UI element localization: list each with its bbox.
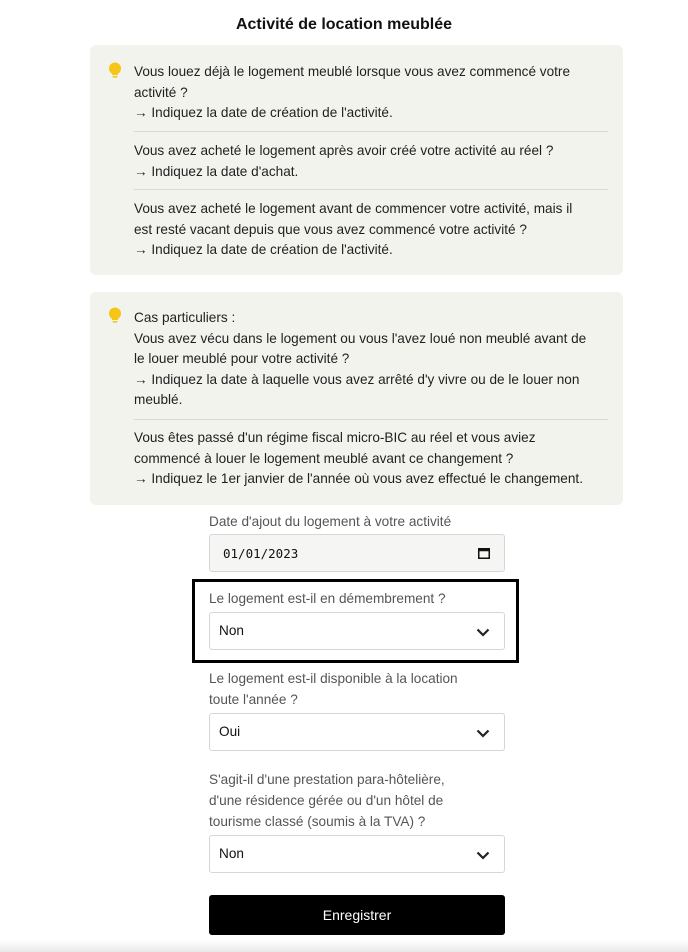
lightbulb-icon xyxy=(108,62,122,80)
tip-segment xyxy=(134,141,608,182)
para-hoteliere-label-line: S'agit-il d'une prestation para-hôtelière, xyxy=(209,772,445,787)
date-input-value: 01/01/2023 xyxy=(223,546,299,561)
save-button[interactable]: Enregistrer xyxy=(209,895,505,935)
chevron-down-icon xyxy=(476,628,490,637)
page-bottom-edge xyxy=(0,940,688,952)
tip-text: est resté vacant depuis que vous avez commencé votre activité ? xyxy=(134,221,527,237)
tip-text: → Indiquez la date de création de l'activité. xyxy=(134,105,393,120)
tip-segment xyxy=(134,199,608,261)
tip-text: Vous louez déjà le logement meublé lorsque vous avez commencé votre xyxy=(134,64,571,79)
para-hoteliere-label-line: tourisme classé (soumis à la TVA) ? xyxy=(209,814,426,829)
tip-text: → Indiquez la date d'achat. xyxy=(134,163,299,179)
divider xyxy=(134,131,608,132)
chevron-down-icon xyxy=(476,851,490,860)
tip-segment xyxy=(134,62,608,124)
tip-text: meublé. xyxy=(134,392,183,407)
tip-text: → Indiquez la date de création de l'activité. xyxy=(134,242,393,257)
tip-segment xyxy=(134,428,608,490)
disponible-select[interactable] xyxy=(209,713,505,751)
tip-text: Vous avez vécu dans le logement ou vous l'avez loué non meublé avant de xyxy=(134,330,587,346)
calendar-icon[interactable] xyxy=(478,547,490,559)
tip-text: Vous êtes passé d'un régime fiscal micro-BIC au réel et vous aviez xyxy=(134,430,536,445)
disponible-label xyxy=(209,668,505,710)
lightbulb-icon xyxy=(108,307,122,325)
chevron-down-icon xyxy=(476,729,490,738)
page-title: Activité de location meublée xyxy=(235,16,453,33)
tip-text: le louer meublé pour votre activité ? xyxy=(134,351,350,366)
para-hoteliere-select[interactable] xyxy=(209,835,505,873)
info-box-special-cases xyxy=(90,292,623,505)
tip-segment xyxy=(134,308,608,411)
date-field-label: Date d'ajout du logement à votre activité xyxy=(209,514,452,529)
divider xyxy=(134,419,608,420)
tip-text: → Indiquez le 1er janvier de l'année où vous avez effectué le changement. xyxy=(134,471,583,486)
demembrement-select[interactable] xyxy=(209,612,505,650)
tip-text: commencé à louer le logement meublé avant ce changement ? xyxy=(134,450,514,466)
para-hoteliere-label xyxy=(209,769,505,832)
disponible-label-line: toute l'année ? xyxy=(209,692,298,707)
disponible-value: Oui xyxy=(219,724,241,739)
para-hoteliere-label-line: d'une résidence gérée ou d'un hôtel de xyxy=(209,793,444,808)
info-box-dates xyxy=(90,45,623,275)
divider xyxy=(134,189,608,190)
disponible-label-line: Le logement est-il disponible à la location xyxy=(209,671,458,686)
demembrement-label: Le logement est-il en démembrement ? xyxy=(209,591,446,606)
date-input[interactable] xyxy=(209,534,505,572)
para-hoteliere-value: Non xyxy=(219,846,244,861)
tip-text: Cas particuliers : xyxy=(134,310,236,325)
tip-text: activité ? xyxy=(134,84,188,100)
tip-text: Vous avez acheté le logement avant de commencer votre activité, mais il xyxy=(134,201,573,216)
demembrement-value: Non xyxy=(219,623,244,638)
tip-text: → Indiquez la date à laquelle vous avez arrêté d'y vivre ou de le louer non xyxy=(134,371,580,387)
tip-text: Vous avez acheté le logement après avoir créé votre activité au réel ? xyxy=(134,143,554,158)
